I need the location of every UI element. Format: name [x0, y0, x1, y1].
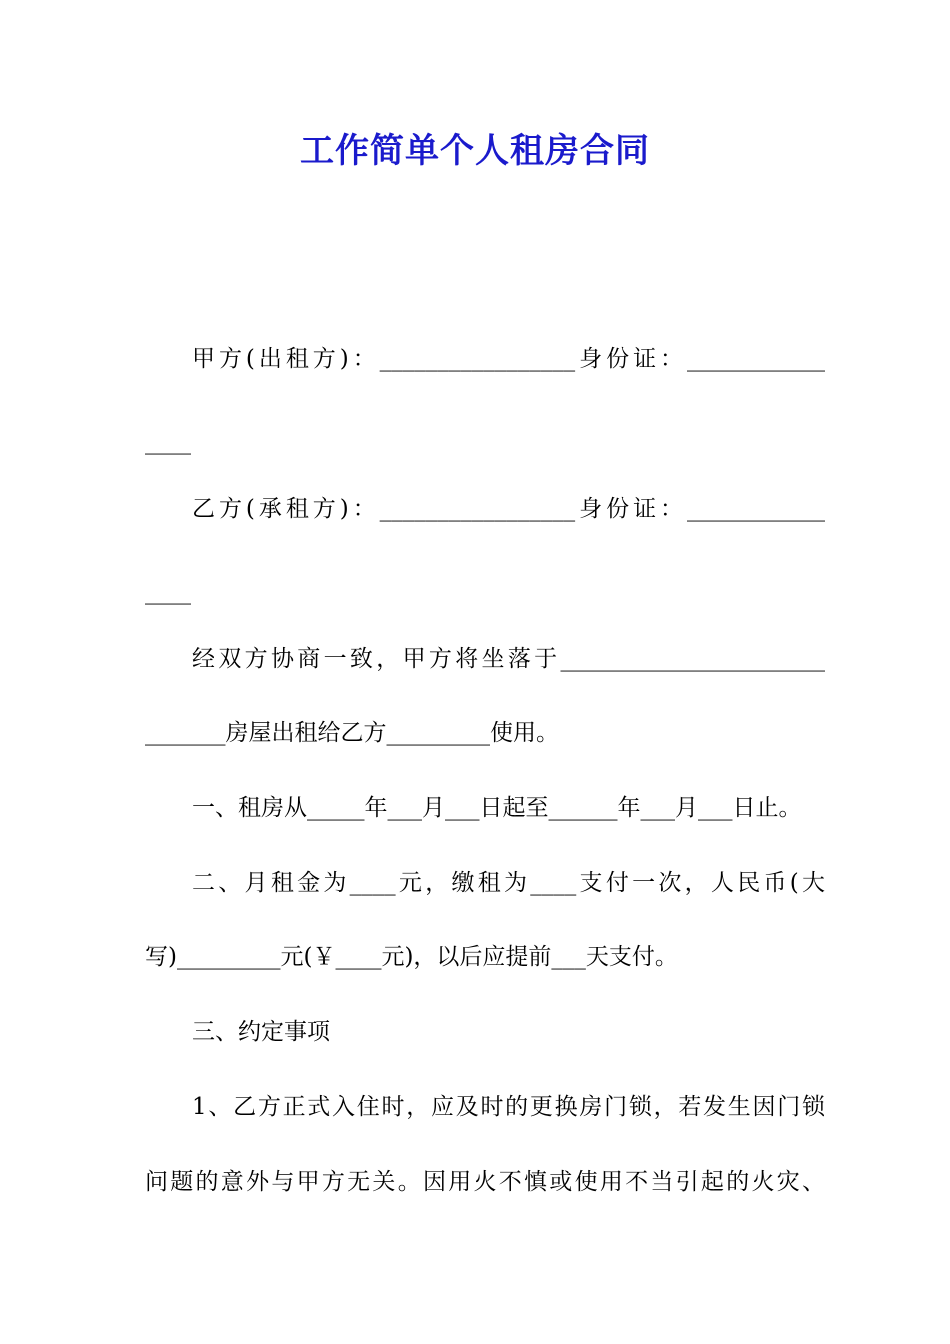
rent-clause: 二、月租金为____元，缴租为____支付一次，人民币(大	[192, 870, 825, 896]
tenant-line: 乙方(承租方)：_________________身份证：____________	[192, 496, 825, 522]
property-location-line: 经双方协商一致，甲方将坐落于_______________________	[192, 646, 825, 672]
document-title: 工作简单个人租房合同	[300, 131, 650, 171]
lock-clause: 1、乙方正式入住时，应及时的更换房门锁，若发生因门锁	[192, 1094, 825, 1120]
landlord-line: 甲方(出租方)：_________________身份证：____________	[192, 346, 825, 372]
property-usage-line: _______房屋出租给乙方_________使用。	[145, 720, 559, 746]
landlord-line-continuation: ____	[145, 429, 191, 455]
lock-clause-continuation: 问题的意外与甲方无关。因用火不慎或使用不当引起的火灾、	[145, 1169, 825, 1195]
lease-term-clause: 一、租房从_____年___月___日起至______年___月___日止。	[192, 795, 802, 821]
agreed-matters-heading: 三、约定事项	[192, 1019, 330, 1045]
tenant-line-continuation: ____	[145, 579, 191, 605]
rent-clause-continuation: 写)_________元(￥____元)，以后应提前___天支付。	[145, 944, 678, 970]
